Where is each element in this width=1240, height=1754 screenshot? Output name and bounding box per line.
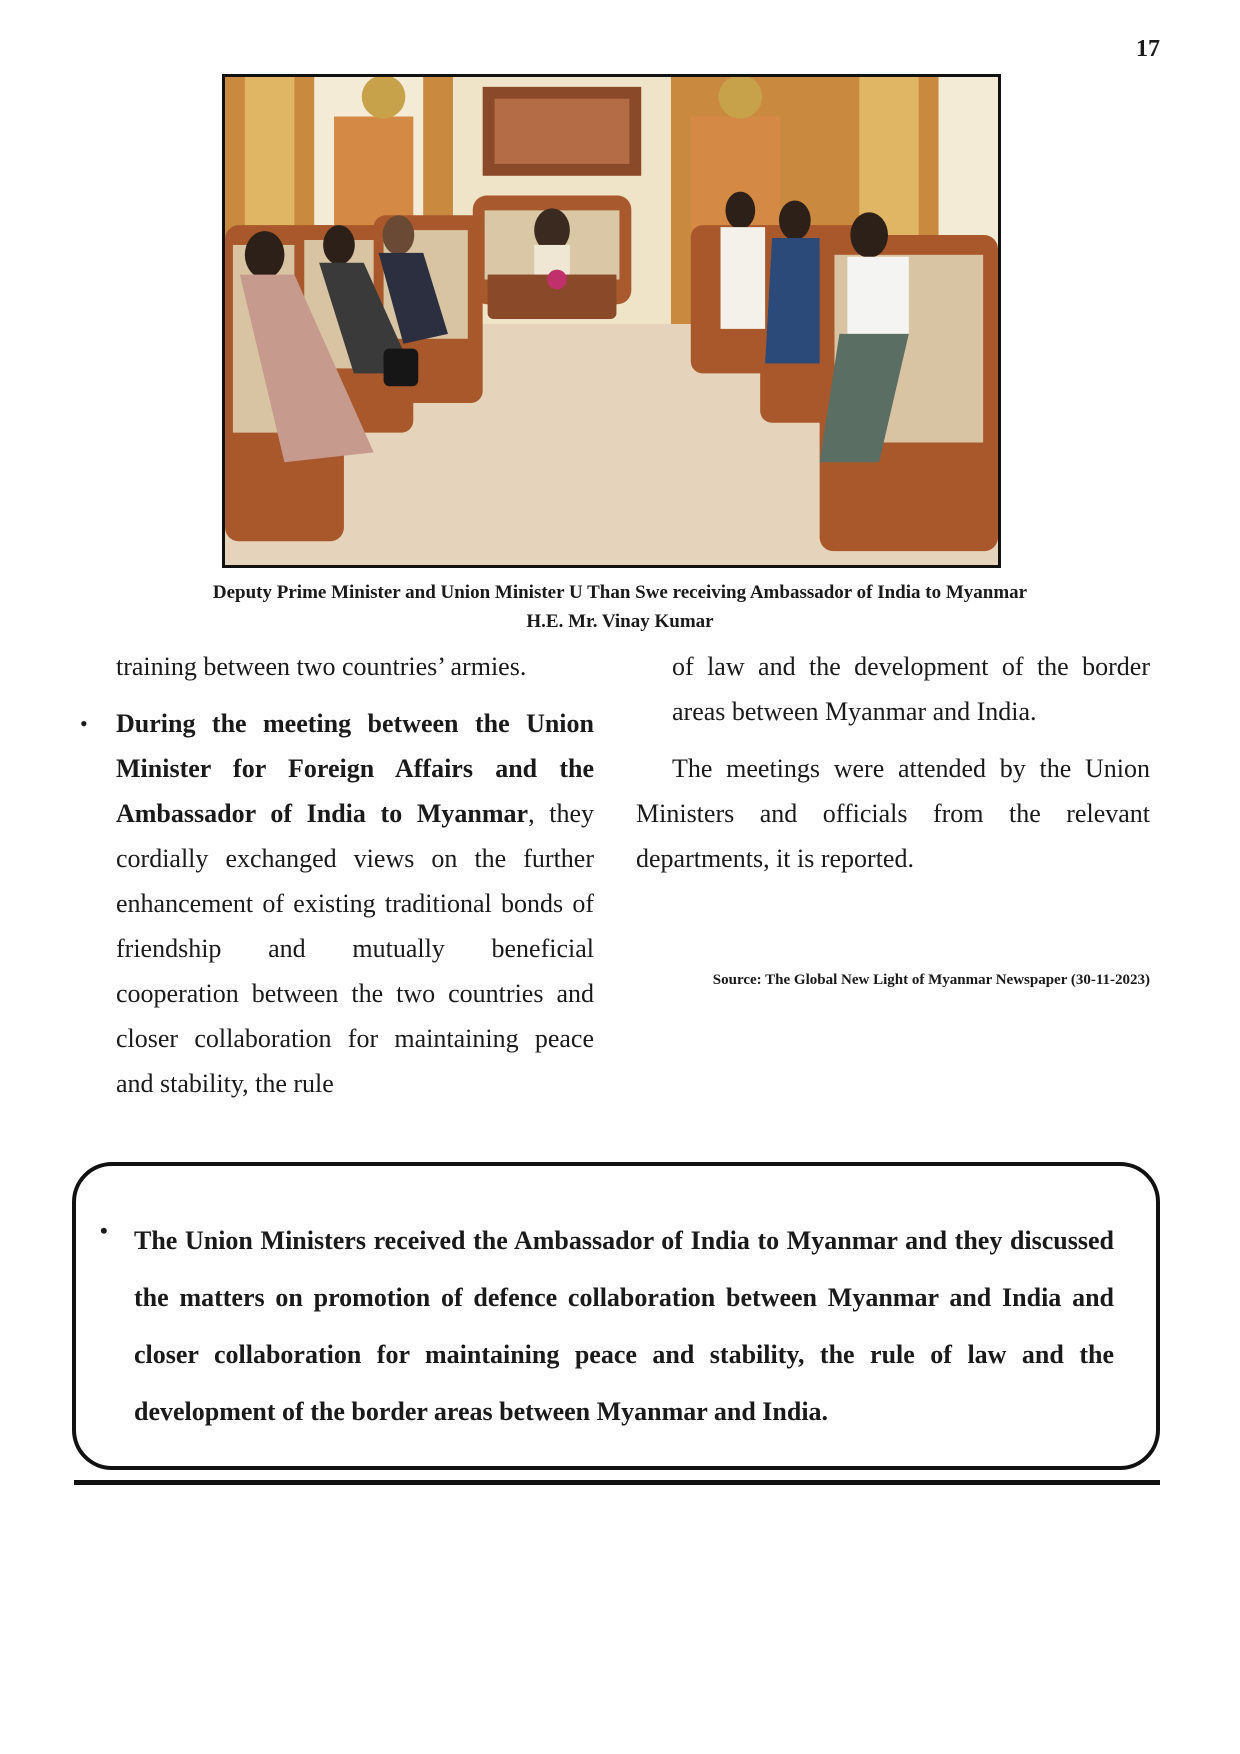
summary-box (72, 1162, 1160, 1470)
right-continuation: of law and the development of the border areas between Myanmar and India. (672, 652, 1150, 726)
left-column (80, 644, 595, 1106)
bullet-body: , they cordially exchanged views on the further enhancement of existing traditional bonds of friendship and mutually beneficial cooperation between the two countries and closer collaboration for maintaining peace and stability, the rule (116, 799, 595, 1098)
page-number: 17 (1136, 36, 1160, 62)
caption-line-2: H.E. Mr. Vinay Kumar (526, 611, 714, 632)
right-paragraph: The meetings were attended by the Union Ministers and officials from the relevant departments, it is reported. (636, 754, 1150, 873)
caption-line-1: Deputy Prime Minister and Union Minister U Than Swe receiving Ambassador of India to Myanmar (212, 582, 1028, 603)
right-column (636, 644, 1150, 881)
meeting-room-photo (222, 74, 1001, 568)
photo-caption (120, 578, 1120, 636)
source-citation: Source: The Global New Light of Myanmar Newspaper (30-11-2023) (712, 972, 1150, 988)
left-bullet-item (80, 701, 595, 1106)
left-continuation: training between two countries’ armies. (116, 652, 527, 681)
bullet-icon: • (80, 711, 88, 736)
bullet-bold-lead: During the meeting between the Union Minister for Foreign Affairs and the Ambassador of India to Myanmar (116, 709, 594, 828)
bullet-icon: • (100, 1218, 108, 1243)
bottom-divider (74, 1480, 1160, 1485)
meeting-room-photo-image (225, 77, 998, 565)
summary-text: The Union Ministers received the Ambassador of India to Myanmar and they discussed the matters on promotion of defence collaboration between Myanmar and India and closer collaboration for maintaining peace and stability, the rule of law and the development of the border areas between Myanmar and India. (134, 1226, 1114, 1426)
